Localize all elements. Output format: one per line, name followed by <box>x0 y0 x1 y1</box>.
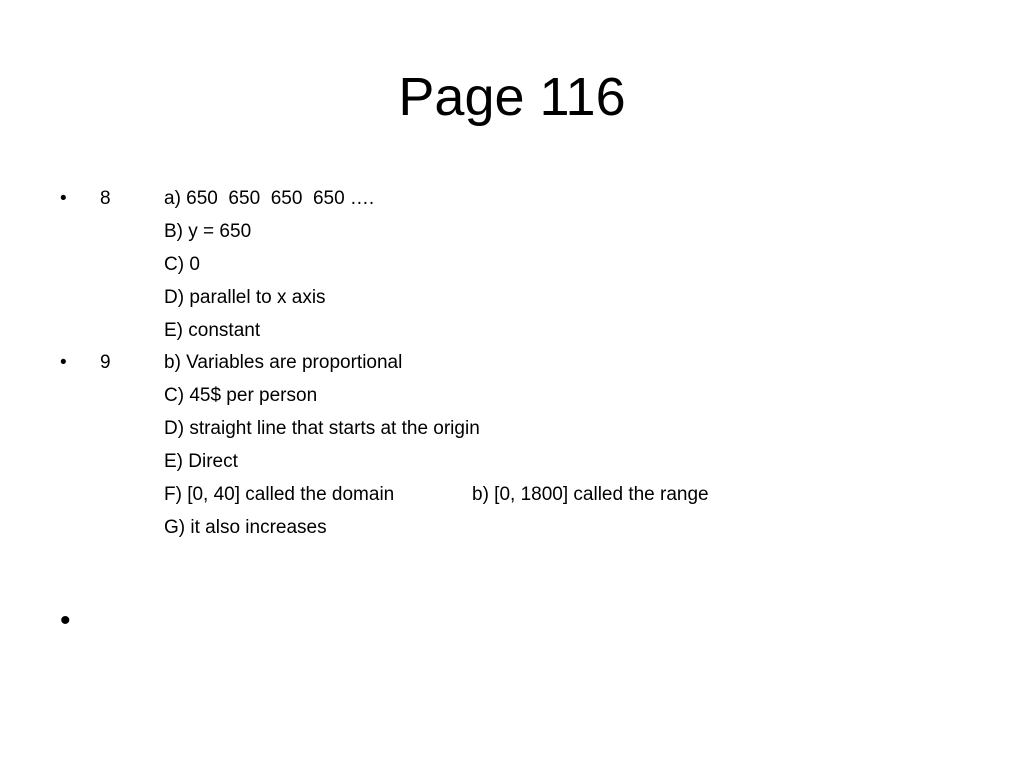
q9-c: C) 45$ per person <box>164 385 318 406</box>
q8-number: 8 <box>100 188 111 209</box>
q9-d: D) straight line that starts at the origin <box>164 418 480 439</box>
q8-b: B) y = 650 <box>164 221 252 242</box>
empty-bullet: • <box>60 604 71 637</box>
q8-c: C) 0 <box>164 254 200 275</box>
q8-a: a) 650 650 650 650 …. <box>164 188 375 209</box>
q8-e: E) constant <box>164 320 261 341</box>
q9-e: E) Direct <box>164 451 238 472</box>
bullet-q8: • <box>60 188 67 209</box>
q9-number: 9 <box>100 352 111 373</box>
q8-d: D) parallel to x axis <box>164 287 326 308</box>
q9-f-range: b) [0, 1800] called the range <box>472 484 709 505</box>
q9-f-domain: F) [0, 40] called the domain <box>164 484 395 505</box>
slide-title: Page 116 <box>398 67 626 127</box>
q9-g: G) it also increases <box>164 517 327 538</box>
q9-b: b) Variables are proportional <box>164 352 403 373</box>
bullet-q9: • <box>60 352 67 373</box>
